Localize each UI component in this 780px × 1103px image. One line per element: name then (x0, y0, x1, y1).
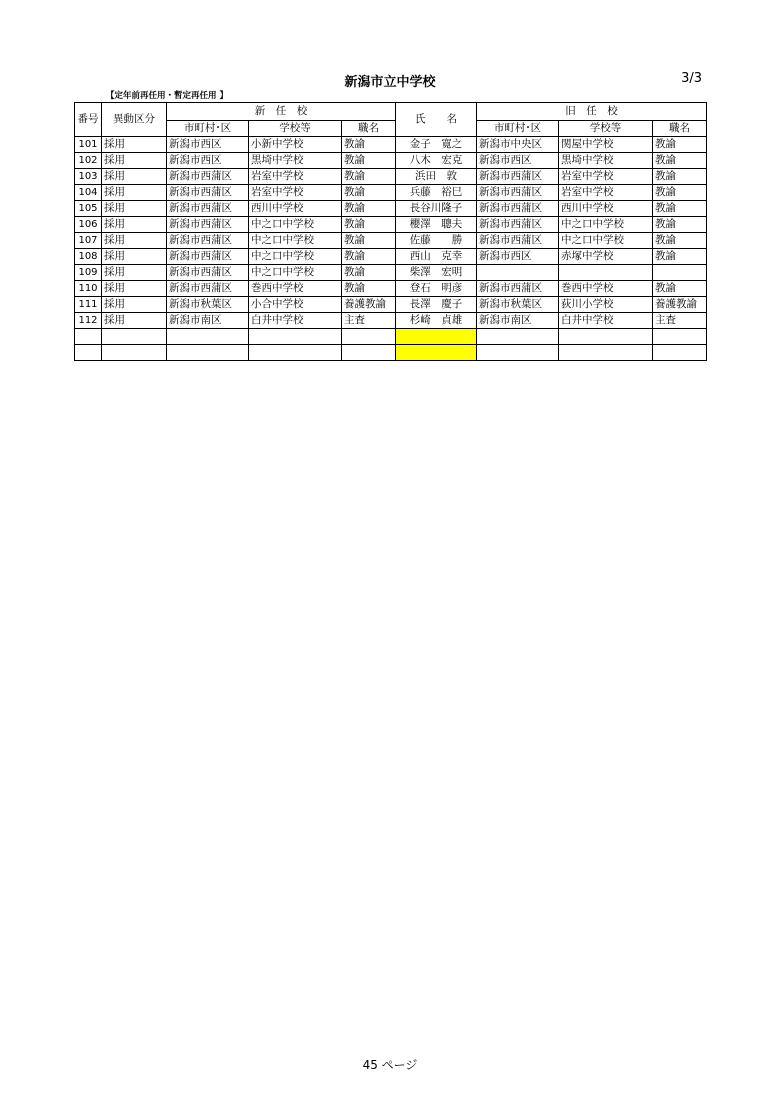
cell-new-school: 小合中学校 (249, 297, 342, 313)
cell-name: 登石 明彦 (396, 281, 477, 297)
cell-new-school: 白井中学校 (249, 313, 342, 329)
cell-old-school: 岩室中学校 (559, 185, 653, 201)
cell-new-school: 中之口中学校 (249, 249, 342, 265)
cell-old-school: 中之口中学校 (559, 217, 653, 233)
header-change-type: 異動区分 (102, 103, 167, 137)
cell-old-municipality: 新潟市西蒲区 (477, 169, 559, 185)
cell-new-position: 教諭 (342, 201, 396, 217)
cell-change-type: 採用 (102, 313, 167, 329)
table-row (75, 233, 707, 249)
table-subheader-row (75, 120, 707, 137)
cell-number: 106 (75, 217, 102, 233)
cell-old-position: 教諭 (653, 201, 707, 217)
cell-new-school: 中之口中学校 (249, 265, 342, 281)
cell-old-municipality: 新潟市中央区 (477, 137, 559, 153)
cell-name: 八木 宏克 (396, 153, 477, 169)
cell-new-position: 教諭 (342, 281, 396, 297)
header-number: 番号 (75, 103, 102, 137)
empty-cell-old-municipality (477, 345, 559, 361)
cell-name: 長澤 慶子 (396, 297, 477, 313)
cell-change-type: 採用 (102, 265, 167, 281)
empty-cell-old-position (653, 329, 707, 345)
cell-old-municipality: 新潟市秋葉区 (477, 297, 559, 313)
table-header-row (75, 103, 707, 121)
cell-name: 佐藤 勝 (396, 233, 477, 249)
cell-new-position: 教諭 (342, 217, 396, 233)
cell-new-municipality: 新潟市西蒲区 (167, 233, 249, 249)
cell-number: 110 (75, 281, 102, 297)
empty-cell-number (75, 345, 102, 361)
cell-old-school: 白井中学校 (559, 313, 653, 329)
table-row (75, 153, 707, 169)
cell-old-municipality: 新潟市西区 (477, 249, 559, 265)
cell-old-position: 主査 (653, 313, 707, 329)
cell-old-school: 関屋中学校 (559, 137, 653, 153)
cell-change-type: 採用 (102, 185, 167, 201)
empty-cell-change-type (102, 345, 167, 361)
cell-old-position: 教諭 (653, 217, 707, 233)
cell-new-position: 教諭 (342, 249, 396, 265)
header-new-municipality: 市町村･区 (167, 120, 249, 137)
cell-new-position: 教諭 (342, 153, 396, 169)
cell-old-position: 教諭 (653, 137, 707, 153)
cell-old-school: 黒埼中学校 (559, 153, 653, 169)
table-row (75, 281, 707, 297)
cell-name: 杉崎 貞雄 (396, 313, 477, 329)
cell-number: 101 (75, 137, 102, 153)
cell-change-type: 採用 (102, 153, 167, 169)
cell-change-type: 採用 (102, 201, 167, 217)
header-new-post: 新 任 校 (167, 103, 396, 121)
cell-change-type: 採用 (102, 169, 167, 185)
cell-old-municipality: 新潟市西蒲区 (477, 217, 559, 233)
cell-new-municipality: 新潟市西蒲区 (167, 217, 249, 233)
cell-old-municipality: 新潟市西蒲区 (477, 233, 559, 249)
cell-old-municipality: 新潟市西区 (477, 153, 559, 169)
header-old-municipality: 市町村･区 (477, 120, 559, 137)
table-row (75, 137, 707, 153)
cell-change-type: 採用 (102, 233, 167, 249)
cell-new-school: 西川中学校 (249, 201, 342, 217)
cell-name: 柴澤 宏明 (396, 265, 477, 281)
cell-name: 長谷川隆子 (396, 201, 477, 217)
empty-cell-old-school (559, 329, 653, 345)
cell-change-type: 採用 (102, 217, 167, 233)
cell-new-municipality: 新潟市西蒲区 (167, 265, 249, 281)
cell-new-municipality: 新潟市西蒲区 (167, 185, 249, 201)
cell-old-position: 教諭 (653, 185, 707, 201)
page-of-indicator: 3/3 (681, 71, 702, 86)
header-old-school: 学校等 (559, 120, 653, 137)
category-subtitle: 【定年前再任用・暫定再任用 】 (106, 91, 228, 101)
cell-old-position: 教諭 (653, 153, 707, 169)
cell-old-municipality: 新潟市西蒲区 (477, 185, 559, 201)
cell-new-position: 主査 (342, 313, 396, 329)
table-row (75, 169, 707, 185)
cell-old-school: 巻西中学校 (559, 281, 653, 297)
empty-cell-old-position (653, 345, 707, 361)
cell-new-school: 黒埼中学校 (249, 153, 342, 169)
empty-cell-name (396, 345, 477, 361)
table-row (75, 185, 707, 201)
header-name: 氏 名 (396, 103, 477, 137)
empty-cell-new-school (249, 345, 342, 361)
empty-cell-new-school (249, 329, 342, 345)
cell-new-position: 養護教諭 (342, 297, 396, 313)
cell-old-municipality (477, 265, 559, 281)
cell-change-type: 採用 (102, 137, 167, 153)
cell-change-type: 採用 (102, 281, 167, 297)
cell-number: 107 (75, 233, 102, 249)
cell-number: 103 (75, 169, 102, 185)
cell-number: 105 (75, 201, 102, 217)
cell-new-municipality: 新潟市南区 (167, 313, 249, 329)
cell-new-municipality: 新潟市西区 (167, 137, 249, 153)
cell-new-municipality: 新潟市西蒲区 (167, 281, 249, 297)
cell-old-position: 教諭 (653, 233, 707, 249)
empty-cell-new-municipality (167, 329, 249, 345)
cell-new-school: 中之口中学校 (249, 217, 342, 233)
page-footer-number: 45 ページ (362, 1058, 418, 1072)
cell-number: 109 (75, 265, 102, 281)
cell-old-school: 西川中学校 (559, 201, 653, 217)
cell-old-position: 教諭 (653, 281, 707, 297)
empty-cell-number (75, 329, 102, 345)
empty-table-row (75, 329, 707, 345)
cell-new-municipality: 新潟市西蒲区 (167, 169, 249, 185)
cell-old-position (653, 265, 707, 281)
cell-new-school: 中之口中学校 (249, 233, 342, 249)
cell-old-position: 養護教諭 (653, 297, 707, 313)
cell-old-school: 赤塚中学校 (559, 249, 653, 265)
empty-table-row (75, 345, 707, 361)
cell-number: 102 (75, 153, 102, 169)
cell-old-municipality: 新潟市西蒲区 (477, 281, 559, 297)
cell-new-position: 教諭 (342, 169, 396, 185)
cell-new-position: 教諭 (342, 185, 396, 201)
cell-new-position: 教諭 (342, 233, 396, 249)
table-row (75, 313, 707, 329)
cell-old-school: 岩室中学校 (559, 169, 653, 185)
empty-cell-new-position (342, 345, 396, 361)
header-new-school: 学校等 (249, 120, 342, 137)
cell-change-type: 採用 (102, 297, 167, 313)
empty-cell-old-municipality (477, 329, 559, 345)
cell-new-school: 岩室中学校 (249, 185, 342, 201)
cell-number: 112 (75, 313, 102, 329)
empty-cell-change-type (102, 329, 167, 345)
cell-name: 櫻澤 聰夫 (396, 217, 477, 233)
empty-cell-old-school (559, 345, 653, 361)
cell-new-school: 岩室中学校 (249, 169, 342, 185)
cell-name: 浜田 敦 (396, 169, 477, 185)
cell-old-school: 荻川小学校 (559, 297, 653, 313)
personnel-table (74, 102, 707, 361)
cell-new-position: 教諭 (342, 137, 396, 153)
header-old-position: 職名 (653, 120, 707, 137)
cell-new-municipality: 新潟市秋葉区 (167, 297, 249, 313)
cell-name: 西山 克幸 (396, 249, 477, 265)
header-old-post: 旧 任 校 (477, 103, 707, 121)
cell-new-school: 小新中学校 (249, 137, 342, 153)
cell-new-municipality: 新潟市西蒲区 (167, 249, 249, 265)
cell-old-school: 中之口中学校 (559, 233, 653, 249)
empty-cell-new-municipality (167, 345, 249, 361)
cell-change-type: 採用 (102, 249, 167, 265)
table-row (75, 217, 707, 233)
cell-old-position: 教諭 (653, 169, 707, 185)
empty-cell-name (396, 329, 477, 345)
cell-old-position: 教諭 (653, 249, 707, 265)
cell-number: 111 (75, 297, 102, 313)
cell-number: 104 (75, 185, 102, 201)
cell-new-municipality: 新潟市西区 (167, 153, 249, 169)
table-row (75, 201, 707, 217)
empty-cell-new-position (342, 329, 396, 345)
page-title: 新潟市立中学校 (344, 75, 436, 90)
header-new-position: 職名 (342, 120, 396, 137)
cell-new-position: 教諭 (342, 265, 396, 281)
table-row (75, 249, 707, 265)
cell-new-school: 巻西中学校 (249, 281, 342, 297)
table-row (75, 297, 707, 313)
cell-old-municipality: 新潟市西蒲区 (477, 201, 559, 217)
cell-number: 108 (75, 249, 102, 265)
cell-name: 金子 寛之 (396, 137, 477, 153)
cell-new-municipality: 新潟市西蒲区 (167, 201, 249, 217)
cell-old-school (559, 265, 653, 281)
cell-name: 兵藤 裕巳 (396, 185, 477, 201)
table-row (75, 265, 707, 281)
cell-old-municipality: 新潟市南区 (477, 313, 559, 329)
